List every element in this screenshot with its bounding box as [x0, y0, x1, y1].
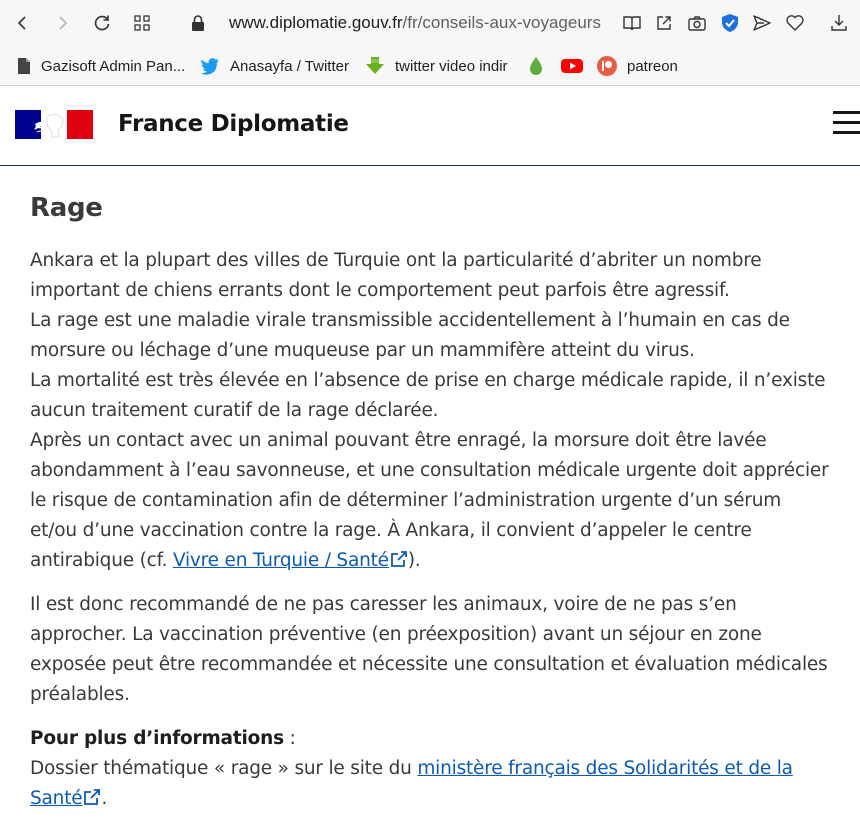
forward-arrow-icon — [53, 14, 71, 32]
text-line: préalables. — [30, 684, 130, 705]
bookmark-label: patreon — [627, 57, 678, 75]
article-heading: Rage — [30, 193, 103, 223]
paragraph-rage-description — [30, 246, 856, 576]
bookmark-youtube[interactable] — [561, 55, 593, 77]
reader-mode-button[interactable] — [621, 12, 643, 34]
paragraph-more-info — [30, 724, 856, 814]
colon-text: : — [283, 728, 296, 749]
downloads-button[interactable] — [828, 12, 850, 34]
text-line: exposée peut être recommandée et nécessite une consultation et évaluation médicales — [30, 654, 828, 675]
text-line: approcher. La vaccination préventive (en préexposition) avant un séjour en zone — [30, 624, 762, 645]
bookmark-twitter[interactable] — [200, 55, 349, 77]
send-icon — [752, 14, 772, 32]
twitter-icon — [200, 57, 220, 75]
share-button[interactable] — [653, 12, 675, 34]
menu-button[interactable] — [833, 111, 860, 135]
link-text: Vivre en Turquie / Santé — [172, 550, 389, 571]
bookmark-green-drop[interactable] — [528, 55, 554, 77]
file-icon — [17, 57, 31, 75]
share-icon — [655, 14, 673, 32]
screenshot-button[interactable] — [686, 12, 708, 34]
book-icon — [622, 14, 642, 32]
shield-check-icon — [721, 13, 739, 33]
bookmark-label: twitter video indir — [395, 57, 508, 75]
heart-icon — [785, 14, 805, 32]
apps-button[interactable] — [130, 11, 154, 35]
favorite-button[interactable] — [784, 12, 806, 34]
reload-icon — [92, 13, 112, 33]
text-line: La rage est une maladie virale transmissible accidentellement à l’humain en cas de — [30, 310, 790, 331]
bookmarks-bar — [0, 46, 860, 86]
vivre-en-turquie-sante-link[interactable] — [173, 550, 408, 571]
link-text: Santé — [30, 788, 83, 809]
text-line: abondamment à l’eau savonneuse, et une consultation médicale urgente doit apprécier — [30, 460, 829, 481]
shield-button[interactable] — [719, 12, 741, 34]
camera-icon — [687, 14, 707, 32]
text-line: le risque de contamination afin de déterminer l’administration urgente d’un sérum — [30, 490, 782, 511]
back-arrow-icon — [14, 14, 32, 32]
hamburger-icon — [833, 131, 860, 134]
lock-icon — [190, 14, 206, 32]
bookmark-gazisoft[interactable] — [17, 55, 185, 77]
browser-toolbar — [0, 0, 860, 46]
send-button[interactable] — [751, 12, 773, 34]
hamburger-icon — [833, 111, 860, 114]
youtube-icon — [561, 58, 583, 74]
text-line: Il est donc recommandé de ne pas caresser les animaux, voire de ne pas s’en — [30, 594, 737, 615]
site-header — [0, 87, 860, 166]
text-line: important de chiens errants dont le comportement peut parfois être agressif. — [30, 280, 730, 301]
green-drop-icon — [528, 56, 544, 76]
text-line: Dossier thématique « rage » sur le site du — [30, 758, 418, 779]
text-line: La mortalité est très élevée en l’absence de prise en charge médicale rapide, il n’existe — [30, 370, 826, 391]
bookmark-twitter-video-indir[interactable] — [365, 55, 508, 77]
article-content — [30, 190, 856, 814]
forward-button[interactable] — [50, 11, 74, 35]
text-line: ). — [407, 550, 421, 571]
text-line: Après un contact avec un animal pouvant être enragé, la morsure doit être lavée — [30, 430, 767, 451]
text-line: morsure ou léchage d’une muqueuse par un mammifère atteint du virus. — [30, 340, 695, 361]
hamburger-icon — [833, 121, 860, 124]
reload-button[interactable] — [90, 11, 114, 35]
bookmark-label: Anasayfa / Twitter — [230, 57, 349, 75]
patreon-icon — [597, 56, 617, 76]
text-line: aucun traitement curatif de la rage déclarée. — [30, 400, 439, 421]
lock-button[interactable] — [186, 11, 210, 35]
text-line: et/ou d’une vaccination contre la rage. À Ankara, il convient d’appeler le centre — [30, 520, 752, 541]
back-button[interactable] — [11, 11, 35, 35]
site-title[interactable]: France Diplomatie — [118, 111, 349, 137]
text-line: . — [101, 788, 108, 809]
text-line: antirabique (cf. — [30, 550, 173, 571]
download-arrow-icon — [365, 56, 385, 76]
grid-icon — [133, 14, 151, 32]
link-text: ministère français des Solidarités et de la — [417, 758, 793, 779]
bookmark-label: Gazisoft Admin Pan... — [41, 57, 186, 75]
more-info-label: Pour plus d’informations — [30, 728, 284, 749]
url-path: /fr/conseils-aux-voyageurs — [402, 13, 601, 32]
external-link-icon — [390, 551, 408, 568]
download-icon — [829, 13, 849, 33]
address-bar[interactable] — [229, 13, 609, 33]
url-host: www.diplomatie.gouv.fr — [229, 13, 403, 32]
marianne-logo-icon[interactable] — [15, 110, 93, 139]
bookmark-patreon[interactable] — [597, 55, 678, 77]
paragraph-recommendation — [30, 590, 856, 710]
external-link-icon — [83, 789, 101, 806]
text-line: Ankara et la plupart des villes de Turquie ont la particularité d’abriter un nombre — [30, 250, 762, 271]
